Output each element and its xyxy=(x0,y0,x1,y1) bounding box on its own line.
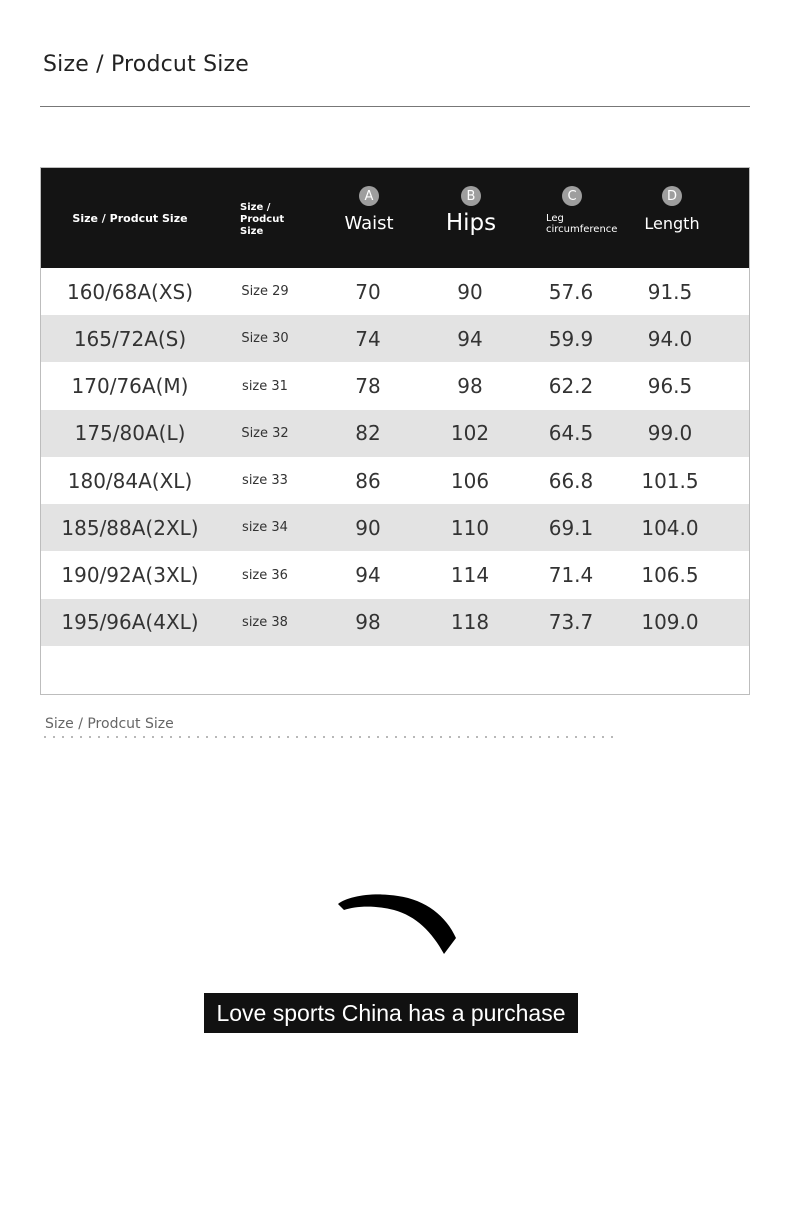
footnote-divider xyxy=(44,736,620,738)
cell-size-label: Size 29 xyxy=(241,284,289,299)
table-row xyxy=(41,410,749,457)
header-waist-label: Waist xyxy=(344,213,394,234)
cell-length: 104.0 xyxy=(641,515,699,540)
cell-hips: 106 xyxy=(450,468,490,493)
cell-length: 99.0 xyxy=(647,421,693,446)
cell-size-label: size 38 xyxy=(242,614,288,630)
table-row xyxy=(41,599,749,646)
cell-leg-circumference: 62.2 xyxy=(548,374,594,398)
cell-size-label: size 36 xyxy=(242,567,288,583)
table-row xyxy=(41,552,749,599)
cell-leg-circumference: 66.8 xyxy=(548,468,594,493)
cell-product-size: 160/68A(XS) xyxy=(66,279,194,304)
cell-length: 94.0 xyxy=(647,326,693,351)
cell-hips: 98 xyxy=(457,374,483,398)
cell-leg-circumference: 64.5 xyxy=(548,421,594,446)
cell-leg-circumference: 73.7 xyxy=(548,610,594,635)
cell-waist: 94 xyxy=(355,563,381,587)
table-row xyxy=(41,268,749,315)
table-row xyxy=(41,363,749,410)
table-row xyxy=(41,457,749,504)
title-divider xyxy=(40,106,750,107)
cell-leg-circumference: 71.4 xyxy=(548,563,594,587)
cell-length: 101.5 xyxy=(641,468,699,493)
header-hips xyxy=(436,186,506,266)
cell-product-size: 175/80A(L) xyxy=(74,421,186,446)
cell-size-label: size 33 xyxy=(242,473,288,488)
header-size: Size / Prodcut Size xyxy=(72,211,188,225)
cell-leg-circumference: 59.9 xyxy=(548,326,594,351)
cell-product-size: 195/96A(4XL) xyxy=(61,610,199,635)
cell-hips: 118 xyxy=(450,610,490,635)
cell-length: 91.5 xyxy=(647,279,693,304)
cell-hips: 94 xyxy=(457,326,483,351)
badge-b-icon: B xyxy=(461,186,481,206)
cell-waist: 74 xyxy=(355,326,381,351)
size-chart-table xyxy=(40,167,750,695)
cell-hips: 114 xyxy=(450,563,490,587)
cell-hips: 90 xyxy=(457,279,483,304)
slogan-banner: Love sports China has a purchase xyxy=(204,993,578,1033)
badge-a-icon: A xyxy=(359,186,379,206)
cell-waist: 70 xyxy=(355,279,381,304)
header-leg-circumference xyxy=(546,186,626,266)
header-hips-label: Hips xyxy=(445,210,497,236)
cell-length: 106.5 xyxy=(641,563,699,587)
cell-product-size: 185/88A(2XL) xyxy=(61,515,199,540)
cell-size-label: Size 30 xyxy=(241,331,289,347)
header-length-label: Length xyxy=(644,214,700,233)
cell-leg-circumference: 57.6 xyxy=(548,279,594,304)
cell-length: 96.5 xyxy=(647,374,693,398)
table-row xyxy=(41,504,749,551)
cell-waist: 90 xyxy=(355,515,381,540)
header-length xyxy=(637,186,707,266)
cell-hips: 110 xyxy=(450,515,490,540)
cell-size-label: size 31 xyxy=(242,378,288,394)
badge-c-icon: C xyxy=(562,186,582,206)
footnote-label: Size / Prodcut Size xyxy=(45,716,174,732)
cell-waist: 86 xyxy=(355,468,381,493)
cell-length: 109.0 xyxy=(641,610,699,635)
badge-d-icon: D xyxy=(662,186,682,206)
cell-size-label: Size 32 xyxy=(241,425,289,441)
page-title: Size / Prodcut Size xyxy=(43,52,250,77)
cell-hips: 102 xyxy=(450,421,490,446)
cell-size-label: size 34 xyxy=(242,520,288,536)
cell-product-size: 180/84A(XL) xyxy=(67,468,193,493)
cell-product-size: 170/76A(M) xyxy=(71,374,189,398)
table-row xyxy=(41,315,749,362)
cell-waist: 78 xyxy=(355,374,381,398)
cell-product-size: 190/92A(3XL) xyxy=(61,563,199,587)
cell-waist: 98 xyxy=(355,610,381,635)
table-header xyxy=(41,168,749,268)
header-waist xyxy=(334,186,404,266)
header-label-text: Size / Prodcut Size xyxy=(240,202,285,237)
header-leg-label: Leg circumference xyxy=(546,213,618,235)
brand-swoosh-logo xyxy=(334,888,458,958)
header-label xyxy=(240,202,310,238)
cell-leg-circumference: 69.1 xyxy=(548,515,594,540)
cell-waist: 82 xyxy=(355,421,381,446)
cell-product-size: 165/72A(S) xyxy=(73,326,187,351)
